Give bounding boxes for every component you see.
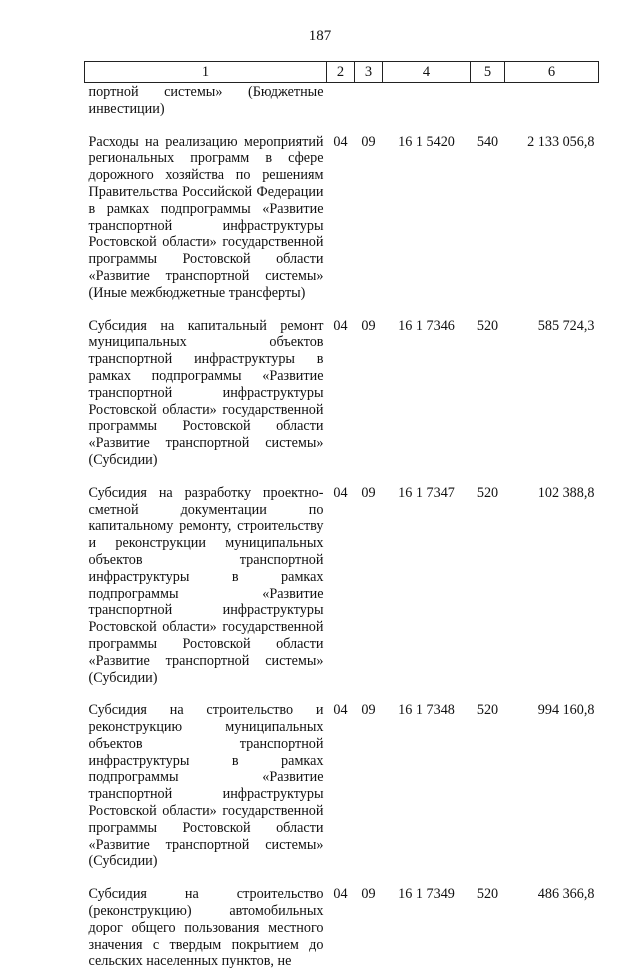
row-amount: 994 160,8: [505, 702, 599, 870]
row-description: Субсидия на разработку проектно-сметной документации по капитальному ремонту, строительству и реконструкции муниципальных объектов транспортной инфраструктуры в рамках подпрограммы «Развитие транспортной инфраструктуры Ростовской области» государственной программы Ростовской области «Развитие транспортной системы» (Субсидии): [85, 485, 327, 687]
row-section: 04: [327, 134, 355, 302]
header-col-4: 4: [383, 62, 471, 83]
table-row-continuation: [85, 83, 599, 118]
table-row: [85, 134, 599, 302]
header-col-1: 1: [85, 62, 327, 83]
row-section: 04: [327, 318, 355, 469]
row-subsection: 09: [355, 702, 383, 870]
row-target-article: 16 1 7349: [383, 886, 471, 970]
header-col-5: 5: [471, 62, 505, 83]
continuation-text: портной системы» (Бюджетные инвестиции): [85, 83, 327, 118]
row-section: 04: [327, 886, 355, 970]
row-target-article: 16 1 7348: [383, 702, 471, 870]
header-col-3: 3: [355, 62, 383, 83]
table-header: [85, 62, 599, 83]
row-amount: 102 388,8: [505, 485, 599, 687]
row-subsection: 09: [355, 318, 383, 469]
row-section: 04: [327, 485, 355, 687]
row-subsection: 09: [355, 485, 383, 687]
row-expense-type: 520: [471, 702, 505, 870]
table-row: [85, 485, 599, 687]
table-body: [85, 83, 599, 970]
row-amount: 585 724,3: [505, 318, 599, 469]
row-target-article: 16 1 7346: [383, 318, 471, 469]
row-section: 04: [327, 702, 355, 870]
row-expense-type: 520: [471, 886, 505, 970]
header-col-6: 6: [505, 62, 599, 83]
row-expense-type: 520: [471, 318, 505, 469]
budget-table: [84, 61, 599, 970]
table-row: [85, 702, 599, 870]
row-description: Субсидия на строительство (реконструкцию) автомобильных дорог общего пользования местного значения с твердым покрытием до сельских населенных пунктов, не: [85, 886, 327, 970]
row-description: Субсидия на капитальный ремонт муниципальных объектов транспортной инфраструктуры в рамках подпрограммы «Развитие транспортной инфраструктуры Ростовской области» государственной программы Ростовской области «Развитие транспортной системы» (Субсидии): [85, 318, 327, 469]
header-row: [85, 62, 599, 83]
row-subsection: 09: [355, 134, 383, 302]
row-expense-type: 540: [471, 134, 505, 302]
row-amount: 486 366,8: [505, 886, 599, 970]
row-target-article: 16 1 5420: [383, 134, 471, 302]
row-subsection: 09: [355, 886, 383, 970]
row-description: Расходы на реализацию мероприятий региональных программ в сфере дорожного хозяйства по решениям Правительства Российской Федерации в рамках подпрограммы «Развитие транспортной инфраструктуры Ростовской области» государственной программы Ростовской области «Развитие транспортной системы» (Иные межбюджетные трансферты): [85, 134, 327, 302]
row-description: Субсидия на строительство и реконструкцию муниципальных объектов транспортной инфраструктуры в рамках подпрограммы «Развитие транспортной инфраструктуры Ростовской области» государственной программы Ростовской области «Развитие транспортной системы» (Субсидии): [85, 702, 327, 870]
header-col-2: 2: [327, 62, 355, 83]
page-number: 187: [0, 28, 640, 45]
table-row: [85, 886, 599, 970]
row-amount: 2 133 056,8: [505, 134, 599, 302]
row-target-article: 16 1 7347: [383, 485, 471, 687]
table-row: [85, 318, 599, 469]
row-expense-type: 520: [471, 485, 505, 687]
